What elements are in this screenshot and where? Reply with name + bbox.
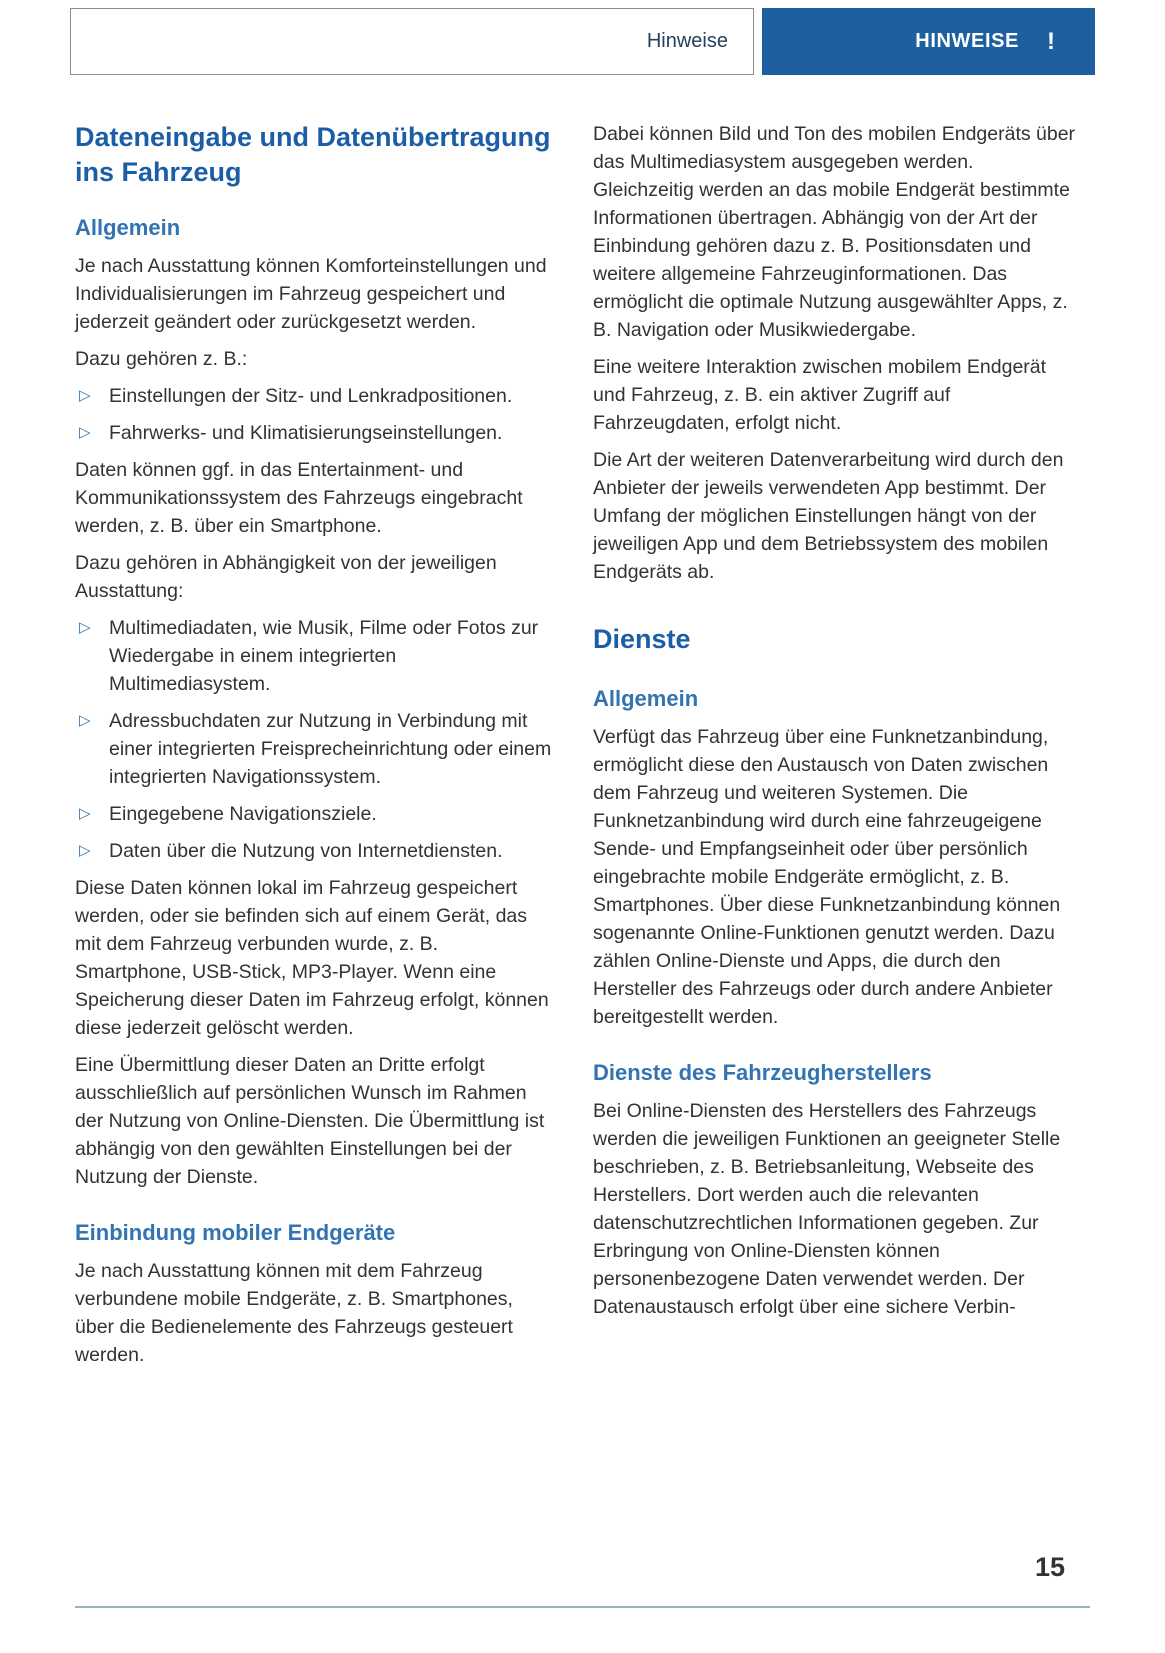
list-item-text: Multimediadaten, wie Musik, Filme oder Fotos zur Wiedergabe in einem integrierten Multimediasystem. xyxy=(109,617,539,695)
paragraph: Je nach Ausstattung können mit dem Fahrzeug verbundene mobile Endgeräte, z. B. Smartphones, über die Bedienelemente des Fahrzeugs gesteuert werden. xyxy=(75,1260,513,1366)
triangle-bullet-icon: ▷ xyxy=(79,387,91,404)
header-page-label-box xyxy=(70,8,754,75)
list-item-text: Fahrwerks- und Klimatisierungseinstellungen. xyxy=(109,422,503,444)
subsection-title-allgemein: Allgemein xyxy=(75,215,181,240)
subsection-title-allgemein-dienste: Allgemein xyxy=(593,686,699,711)
paragraph: Eine Übermittlung dieser Daten an Dritte erfolgt ausschließlich auf persönlichen Wunsch im Rahmen der Nutzung von Online-Diensten. Die Übermittlung ist abhängig von den gewählten Einstellungen bei der Nutzung der Dienste. xyxy=(75,1054,545,1188)
page-content xyxy=(75,120,1076,1378)
header-chapter-bar xyxy=(762,8,1095,75)
header-page-label: Hinweise xyxy=(646,30,728,52)
paragraph: Dabei können Bild und Ton des mobilen Endgeräts über das Multimediasystem ausgegeben werden. Gleichzeitig werden an das mobile Endgerät bestimmte Informationen übertragen. Abhängig von der Art der Einbindung gehören dazu z. B. Positionsdaten und weitere allgemeine Fahrzeuginformationen. Das ermöglicht die optimale Nutzung ausgewählter Apps, z. B. Navigation oder Musikwiedergabe. xyxy=(593,123,1076,341)
section-title-dienste: Dienste xyxy=(593,624,691,654)
triangle-bullet-icon: ▷ xyxy=(79,424,91,441)
paragraph: Bei Online-Diensten des Herstellers des Fahrzeugs werden die jeweiligen Funktionen an geeigneter Stelle beschrieben, z. B. Betriebsanleitung, Webseite des Herstellers. Dort werden auch die relevanten datenschutzrechtlichen Informationen gegeben. Zur Erbringung von Online-Diensten können personenbezogene Daten verwendet werden. Der Datenaustausch erfolgt über eine sichere Verbin- xyxy=(593,1100,1061,1318)
subsection-title-einbindung: Einbindung mobiler Endgeräte xyxy=(75,1220,396,1245)
list-item xyxy=(75,419,553,447)
page-number: 15 xyxy=(1034,1552,1065,1582)
subsection-title-fahrzeughersteller: Dienste des Fahrzeugherstellers xyxy=(593,1060,932,1085)
list-item xyxy=(75,800,553,828)
list-item-text: Eingegebene Navigationsziele. xyxy=(109,803,377,825)
left-column xyxy=(75,120,553,1378)
exclamation-icon: ! xyxy=(1047,27,1055,55)
footer-divider xyxy=(75,1606,1090,1608)
list-item-text: Daten über die Nutzung von Internetdiensten. xyxy=(109,840,503,862)
header-chapter-label: HINWEISE xyxy=(915,30,1019,52)
section-title-dateneingabe: Dateneingabe und Datenübertragung ins Fahrzeug xyxy=(75,122,551,187)
paragraph: Eine weitere Interaktion zwischen mobilem Endgerät und Fahrzeug, z. B. ein aktiver Zugriff auf Fahrzeugdaten, erfolgt nicht. xyxy=(593,356,1047,434)
list-item xyxy=(75,837,553,865)
triangle-bullet-icon: ▷ xyxy=(79,805,91,822)
paragraph: Daten können ggf. in das Entertainment- und Kommunikationssystem des Fahrzeugs eingebracht werden, z. B. über ein Smartphone. xyxy=(75,459,523,537)
paragraph: Je nach Ausstattung können Komforteinstellungen und Individualisierungen im Fahrzeug gespeichert und jederzeit geändert oder zurückgesetzt werden. xyxy=(75,255,547,333)
triangle-bullet-icon: ▷ xyxy=(79,712,91,729)
triangle-bullet-icon: ▷ xyxy=(79,619,91,636)
page-header xyxy=(70,8,1095,75)
list-item-text: Adressbuchdaten zur Nutzung in Verbindung mit einer integrierten Freisprecheinrichtung oder einem integrierten Navigationssystem. xyxy=(109,710,552,788)
list-item-text: Einstellungen der Sitz- und Lenkradpositionen. xyxy=(109,385,513,407)
triangle-bullet-icon: ▷ xyxy=(79,842,91,859)
paragraph: Dazu gehören in Abhängigkeit von der jeweiligen Ausstattung: xyxy=(75,552,497,602)
list-item xyxy=(75,707,553,791)
list-item xyxy=(75,614,553,698)
list-item xyxy=(75,382,553,410)
paragraph: Die Art der weiteren Datenverarbeitung wird durch den Anbieter der jeweils verwendeten App bestimmt. Der Umfang der möglichen Einstellungen hängt von der jeweiligen App und dem Betriebssystem des mobilen Endgeräts ab. xyxy=(593,449,1064,583)
paragraph: Dazu gehören z. B.: xyxy=(75,348,248,370)
paragraph: Diese Daten können lokal im Fahrzeug gespeichert werden, oder sie befinden sich auf einem Gerät, das mit dem Fahrzeug verbunden wurde, z. B. Smartphone, USB-Stick, MP3-Player. Wenn eine Speicherung dieser Daten im Fahrzeug erfolgt, können diese jederzeit gelöscht werden. xyxy=(75,877,549,1039)
right-column xyxy=(593,120,1076,1378)
paragraph: Verfügt das Fahrzeug über eine Funknetzanbindung, ermöglicht diese den Austausch von Daten zwischen dem Fahrzeug und weiteren Systemen. Die Funknetzanbindung wird durch eine fahrzeugeigene Sende- und Empfangseinheit oder über persönlich eingebrachte mobile Endgeräte ermöglicht, z. B. Smartphones. Über diese Funknetzanbindung können sogenannte Online-Funktionen genutzt werden. Dazu zählen Online-Dienste und Apps, die durch den Hersteller des Fahrzeugs oder durch andere Anbieter bereitgestellt werden. xyxy=(593,726,1061,1028)
